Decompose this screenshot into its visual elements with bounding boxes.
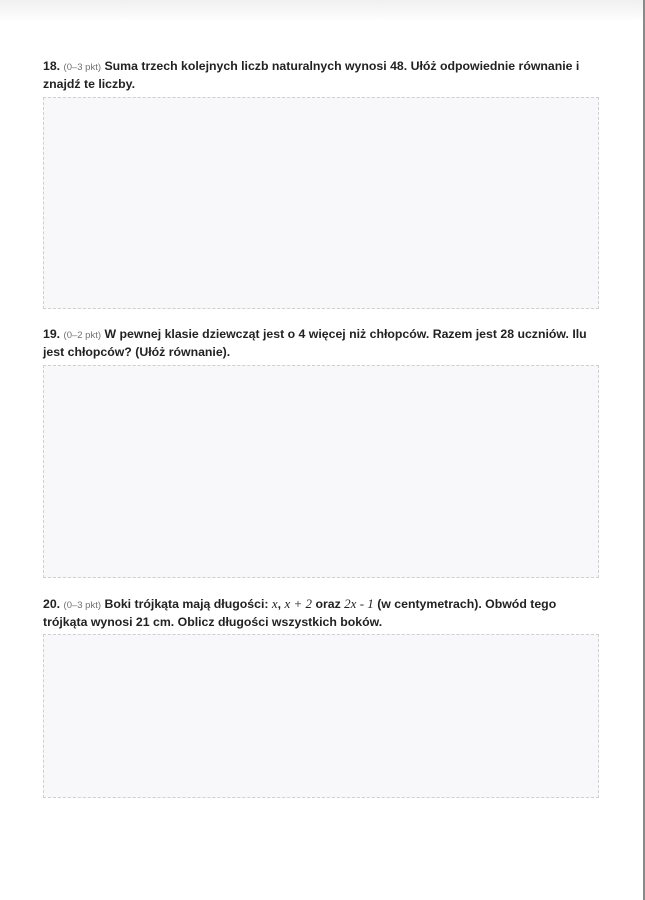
- answer-area-18[interactable]: [43, 97, 599, 309]
- separator: ,: [277, 597, 285, 611]
- task-20: [43, 595, 599, 631]
- task-statement: Suma trzech kolejnych liczb naturalnych wynosi 48. Ułóż odpowiednie równanie i znajdź te liczby.: [43, 59, 580, 91]
- page-top-shadow: [0, 0, 643, 22]
- task-statement-b: (w centymetrach). Obwód tego trójkąta wynosi 21 cm. Oblicz długości wszystkich boków.: [43, 597, 557, 629]
- task-18: [43, 58, 599, 93]
- task-20-text: [43, 595, 599, 631]
- task-19: [43, 326, 599, 361]
- task-number: 18.: [43, 59, 61, 73]
- task-18-text: [43, 58, 599, 93]
- task-19-text: [43, 326, 599, 361]
- task-statement-a: Boki trójkąta mają długości:: [104, 597, 272, 611]
- math-expression-x: x: [271, 596, 278, 611]
- separator: oraz: [312, 597, 345, 611]
- task-points: (0–3 pkt): [63, 62, 102, 73]
- answer-area-19[interactable]: [43, 365, 599, 578]
- task-statement: W pewnej klasie dziewcząt jest o 4 więcej niż chłopców. Razem jest 28 uczniów. Ilu jest chłopców? (Ułóż równanie).: [43, 327, 587, 359]
- math-expression-2x-minus-1: 2x - 1: [344, 596, 374, 611]
- task-number: 19.: [43, 327, 61, 341]
- answer-area-20[interactable]: [43, 634, 599, 798]
- task-points: (0–3 pkt): [63, 600, 102, 611]
- task-points: (0–2 pkt): [63, 330, 102, 341]
- math-expression-x-plus-2: x + 2: [284, 596, 313, 611]
- task-number: 20.: [43, 597, 61, 611]
